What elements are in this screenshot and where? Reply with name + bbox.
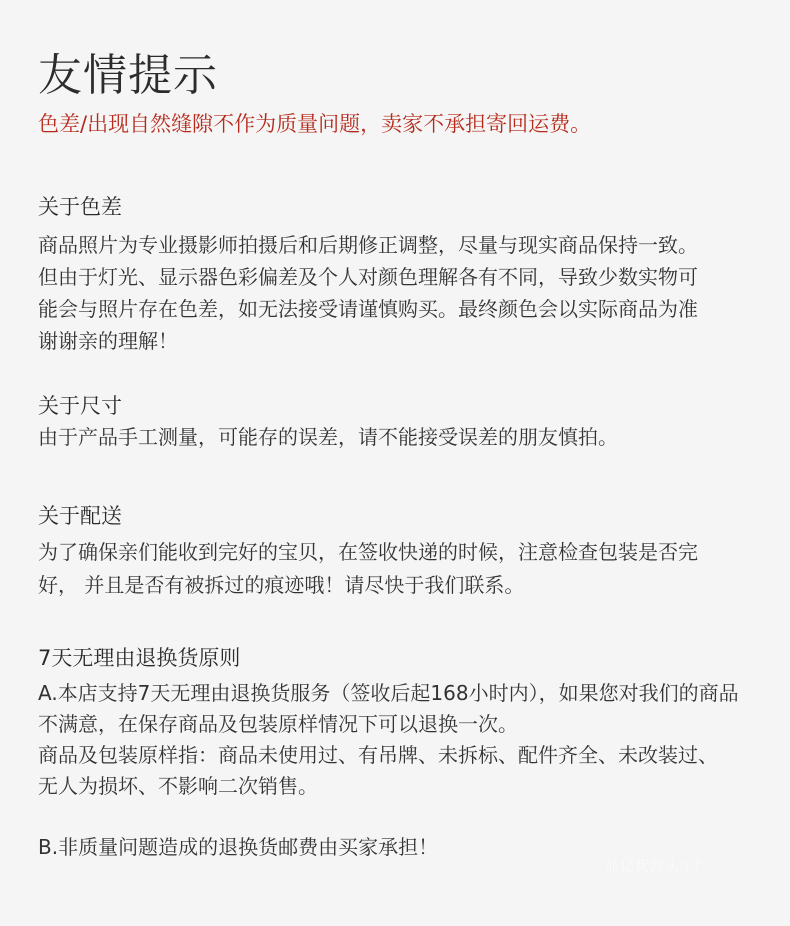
shipping-section xyxy=(38,500,773,602)
color-difference-section xyxy=(38,191,773,357)
return-fee-note: B.非质量问题造成的退换货邮费由买家承担！ xyxy=(38,835,439,859)
section-line: 好， 并且是否有被拆过的痕迹哦！请尽快于我们联系。 xyxy=(38,573,525,597)
section-heading: 关于色差 xyxy=(38,195,122,219)
section-line: 由于产品手工测量，可能存的误差，请不能接受误差的朋友慎拍。 xyxy=(38,425,618,449)
watermark-text: 品亿优源头工厂 xyxy=(605,859,710,875)
page-title: 友情提示 xyxy=(38,50,218,101)
section-line: 能会与照片存在色差，如无法接受请谨慎购买。最终颜色会以实际商品为准 xyxy=(38,297,698,321)
section-heading: 关于尺寸 xyxy=(38,394,122,418)
size-section xyxy=(38,390,773,453)
warning-text: 色差/出现自然缝隙不作为质量问题，卖家不承担寄回运费。 xyxy=(38,112,592,136)
section-line: 商品照片为专业摄影师拍摄后和后期修正调整，尽量与现实商品保持一致。 xyxy=(38,233,698,257)
section-line: 无人为损坏、不影响二次销售。 xyxy=(38,774,318,798)
section-line: A.本店支持7天无理由退换货服务（签收后起168小时内），如果您对我们的商品 xyxy=(38,681,739,705)
section-heading: 7天无理由退换货原则 xyxy=(38,646,241,670)
return-policy-section xyxy=(38,642,773,863)
section-line: 不满意，在保存商品及包装原样情况下可以退换一次。 xyxy=(38,712,518,736)
section-heading: 关于配送 xyxy=(38,504,122,528)
section-line: 但由于灯光、显示器色彩偏差及个人对颜色理解各有不同，导致少数实物可 xyxy=(38,265,698,289)
section-line: 商品及包装原样指：商品未使用过、有吊牌、未拆标、配件齐全、未改装过、 xyxy=(38,743,718,767)
section-line: 谢谢亲的理解！ xyxy=(38,329,178,353)
section-line: 为了确保亲们能收到完好的宝贝，在签收快递的时候，注意检查包装是否完 xyxy=(38,540,698,564)
paragraph-gap xyxy=(38,802,773,832)
